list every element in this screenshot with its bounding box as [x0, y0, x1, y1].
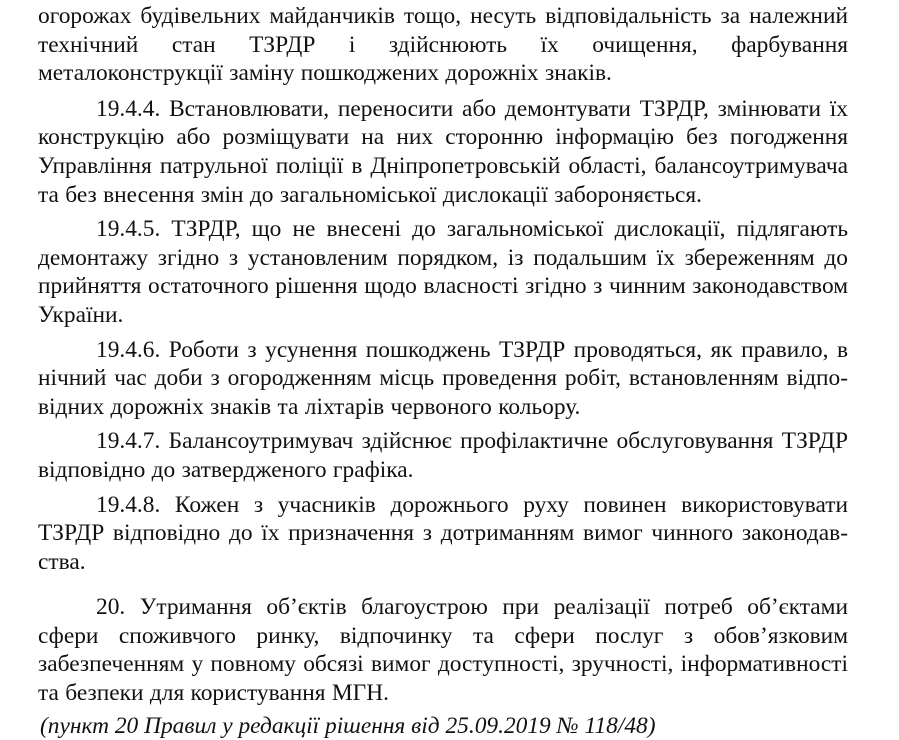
paragraph-19-4-5: 19.4.5. ТЗРДР, що не внесені до загальноміської дислокації, підлягають демонтажу згідно з установленим порядком, із подальшим їх збереженням до прийняття остаточного рішення щодо власності згідно з чинним законодавством України. — [38, 216, 848, 328]
paragraph-19-4-8: 19.4.8. Кожен з учасників дорожнього руху повинен використовувати ТЗРДР відповідно до їх призначення з дотриманням вимог чинного законодавства. — [38, 491, 848, 575]
paragraph-19-4-4: 19.4.4. Встановлювати, переносити або демонтувати ТЗРДР, змінювати їх конструкцію або розміщувати на них сторонню інформацію без погодження Управління патрульної поліції в Дніпропетровській області, балансоутримувача та без внесення змін до загальноміської дислокації забороняється. — [38, 95, 848, 208]
paragraph-20: 20. Утримання об’єктів благоустрою при реалізації потреб об’єктами сфери споживчого ринку, відпочинку та сфери послуг з обов’язковим забезпеченням у повному обсязі вимог доступності, зручності, інформативності та безпеки для користування МГН. — [38, 594, 848, 707]
amendment-note: (пункт 20 Правил у редакції рішення від 25.09.2019 № 118/48) — [40, 712, 656, 739]
paragraph-19-4-6: 19.4.6. Роботи з усунення пошкоджень ТЗРДР проводяться, як правило, в нічний час доби з огородженням місць проведення робіт, встановленням відповідних дорожніх знаків та ліхтарів червоного кольору. — [38, 336, 848, 420]
paragraph-continuation: огорожах будівельних майданчиків тощо, несуть відповідальність за належний технічний стан ТЗРДР і здійснюють їх очищення, фарбування металоконструкції заміну пошкоджених дорожніх знаків. — [38, 3, 848, 87]
paragraph-19-4-7: 19.4.7. Балансоутримувач здійснює профілактичне обслуговування ТЗРДР відповідно до затвердженого графіка. — [38, 428, 848, 483]
